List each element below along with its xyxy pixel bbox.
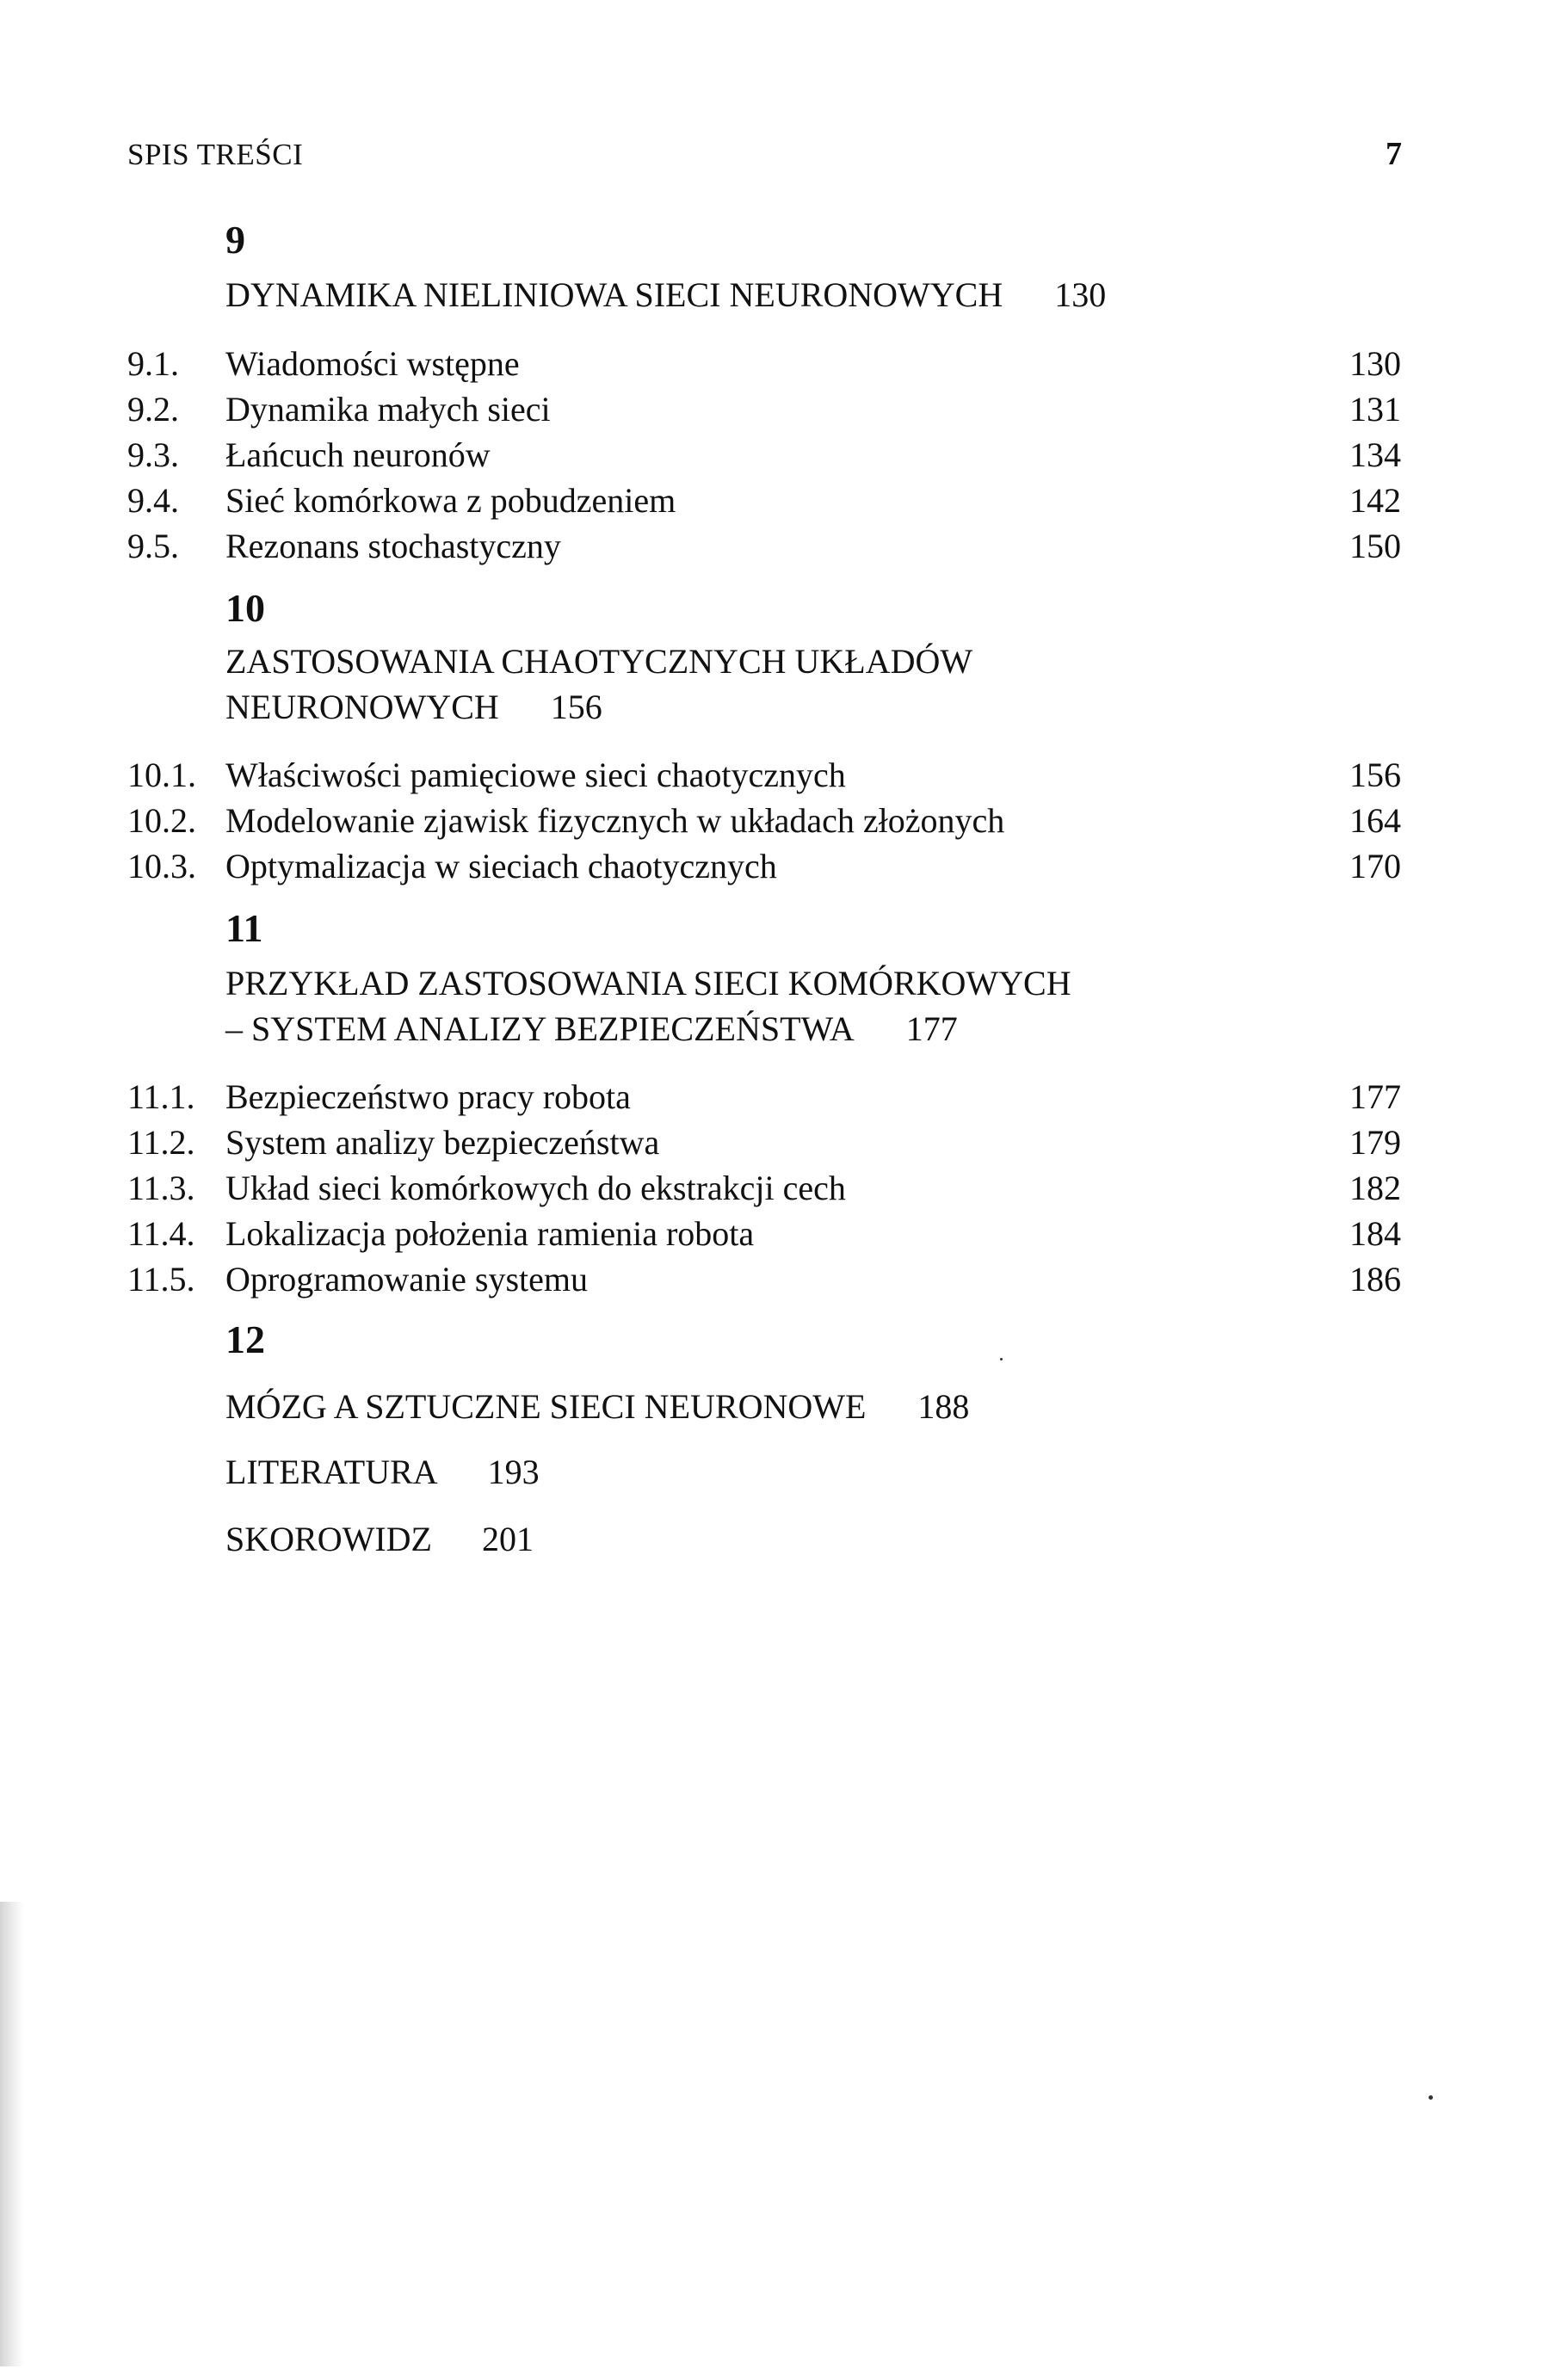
section-number: 11.4. (127, 1214, 195, 1253)
chapter-page: 130 (1054, 275, 1107, 314)
chapter-title-text: – SYSTEM ANALIZY BEZPIECZEŃSTWA (225, 1009, 855, 1048)
chapter-title-text: MÓZG A SZTUCZNE SIECI NEURONOWE (225, 1387, 867, 1426)
toc-entry (127, 478, 1401, 523)
section-page: 134 (1349, 435, 1401, 474)
toc-entry (127, 843, 1401, 889)
section-title: Optymalizacja w sieciach chaotycznych (225, 847, 777, 885)
toc-entry (127, 432, 1401, 478)
section-page: 177 (1349, 1077, 1401, 1116)
toc-entry (127, 1211, 1401, 1256)
section-page: 182 (1349, 1169, 1401, 1207)
section-title: System analizy bezpieczeństwa (225, 1123, 660, 1162)
section-title: Dynamika małych sieci (225, 390, 551, 429)
chapter-title-line: PRZYKŁAD ZASTOSOWANIA SIECI KOMÓRKOWYCH (225, 964, 1071, 1003)
toc-entry (127, 1074, 1401, 1120)
running-title: SPIS TREŚCI (127, 138, 304, 171)
scan-speck (1000, 1358, 1003, 1360)
toc-entry (127, 752, 1401, 798)
section-page: 164 (1349, 801, 1401, 840)
section-page: 150 (1349, 527, 1401, 565)
section-page: 179 (1349, 1123, 1401, 1162)
toc-entry (127, 1256, 1401, 1302)
backmatter-entry (225, 1516, 534, 1562)
section-title: Oprogramowanie systemu (225, 1260, 589, 1299)
toc-entry (127, 341, 1401, 386)
section-page: 156 (1349, 756, 1401, 794)
chapter-title-text: NEURONOWYCH (225, 688, 499, 726)
section-number: 9.1. (127, 344, 179, 383)
section-page: 130 (1349, 344, 1401, 383)
section-page: 142 (1349, 481, 1401, 520)
backmatter-title: SKOROWIDZ (225, 1520, 432, 1558)
section-title: Łańcuch neuronów (225, 435, 491, 474)
toc-entry (127, 1120, 1401, 1165)
section-title: Rezonans stochastyczny (225, 527, 561, 565)
scan-speck (1429, 2095, 1433, 2100)
chapter-page: 177 (905, 1009, 958, 1048)
section-title: Lokalizacja położenia ramienia robota (225, 1214, 755, 1253)
chapter-number: 9 (225, 218, 245, 262)
toc-entry (127, 523, 1401, 569)
chapter-title-text: DYNAMIKA NIELINIOWA SIECI NEURONOWYCH (225, 275, 1003, 314)
toc-entry (127, 386, 1401, 432)
section-title: Właściwości pamięciowe sieci chaotycznych (225, 756, 846, 794)
section-number: 10.3. (127, 847, 196, 885)
section-title: Bezpieczeństwo pracy robota (225, 1077, 631, 1116)
chapter-number: 10 (225, 586, 265, 630)
chapter-number: 12 (225, 1317, 265, 1361)
backmatter-page: 201 (481, 1520, 534, 1558)
chapter-page: 188 (917, 1387, 970, 1426)
section-title: Wiadomości wstępne (225, 344, 520, 383)
section-page: 184 (1349, 1214, 1401, 1253)
section-number: 10.1. (127, 756, 196, 794)
chapter-title-line (225, 1006, 1071, 1052)
chapter-title (225, 1384, 969, 1429)
chapter-number: 11 (225, 906, 263, 950)
chapter-page: 156 (550, 688, 602, 726)
section-page: 186 (1349, 1260, 1401, 1299)
toc-entry (127, 1165, 1401, 1211)
section-number: 10.2. (127, 801, 196, 840)
section-number: 9.3. (127, 435, 179, 474)
backmatter-page: 193 (487, 1453, 540, 1491)
section-number: 11.2. (127, 1123, 195, 1162)
chapter-title-line: ZASTOSOWANIA CHAOTYCZNYCH UKŁADÓW (225, 642, 973, 681)
chapter-title (225, 639, 972, 730)
section-title: Układ sieci komórkowych do ekstrakcji cech (225, 1169, 846, 1207)
backmatter-title: LITERATURA (225, 1453, 438, 1491)
backmatter-entry (225, 1449, 540, 1495)
chapter-title (225, 272, 1106, 318)
page-number: 7 (1386, 136, 1402, 172)
section-number: 11.5. (127, 1260, 195, 1299)
section-title: Modelowanie zjawisk fizycznych w układach złożonych (225, 801, 1005, 840)
section-number: 11.1. (127, 1077, 195, 1116)
section-number: 9.2. (127, 390, 179, 429)
section-number: 9.4. (127, 481, 179, 520)
chapter-title (225, 960, 1071, 1052)
section-number: 9.5. (127, 527, 179, 565)
section-title: Sieć komórkowa z pobudzeniem (225, 481, 676, 520)
section-number: 11.3. (127, 1169, 195, 1207)
chapter-title-line (225, 684, 972, 730)
toc-entry (127, 798, 1401, 843)
scan-edge-shadow (0, 1902, 24, 2366)
section-page: 131 (1349, 390, 1401, 429)
section-page: 170 (1349, 847, 1401, 885)
